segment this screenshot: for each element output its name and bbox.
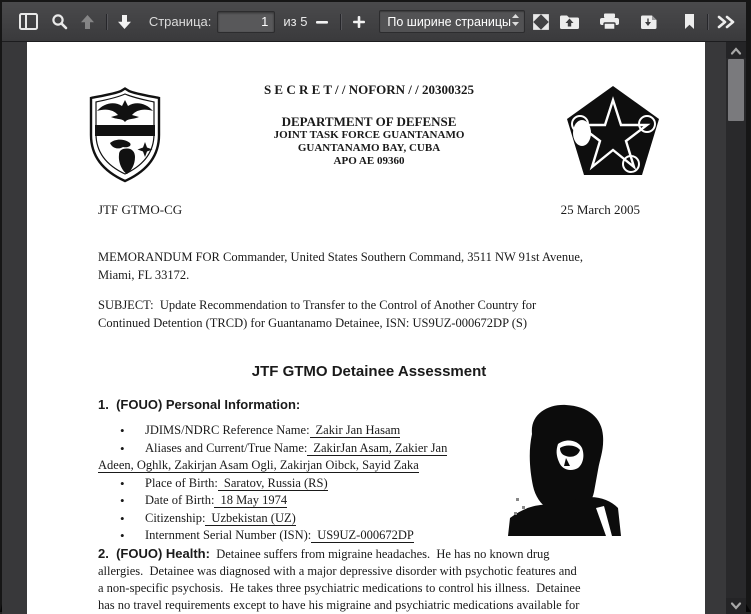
more-tools-button[interactable] bbox=[712, 8, 740, 36]
minus-icon bbox=[315, 15, 329, 29]
page-label: Страница: bbox=[148, 14, 212, 29]
personal-info-list bbox=[98, 422, 640, 545]
zoom-in-button[interactable] bbox=[345, 8, 373, 36]
arrow-down-icon bbox=[117, 14, 132, 30]
agency-header bbox=[98, 114, 640, 168]
zoom-select-value: По ширине страницы bbox=[387, 14, 511, 29]
bookmark-button[interactable] bbox=[675, 8, 703, 36]
section1-heading: 1. (FOUO) Personal Information: bbox=[98, 397, 301, 412]
toolbar-separator bbox=[340, 14, 341, 30]
zoom-out-button[interactable] bbox=[308, 8, 336, 36]
pdf-toolbar bbox=[2, 2, 746, 42]
page-count-label: из 5 bbox=[283, 14, 308, 29]
section2-heading: 2. (FOUO) Health: bbox=[98, 545, 210, 561]
page-number-input[interactable] bbox=[217, 11, 275, 33]
next-page-button[interactable] bbox=[111, 8, 139, 36]
previous-page-button[interactable] bbox=[74, 8, 102, 36]
office-symbol: JTF GTMO-CG bbox=[98, 202, 183, 217]
download-button[interactable] bbox=[635, 8, 663, 36]
list-item: • Aliases and Current/True Name: ZakirJan Asam, Zakier Jan bbox=[98, 440, 640, 458]
vertical-scrollbar[interactable] bbox=[726, 42, 746, 614]
agency-line: JOINT TASK FORCE GUANTANAMO bbox=[273, 129, 465, 141]
jtf-gtmo-seal bbox=[565, 84, 661, 182]
list-item-continuation: Adeen, Oghlk, Zakirjan Asam Ogli, Zakirjan Oibck, Sayid Zaka bbox=[98, 458, 419, 472]
download-icon bbox=[640, 13, 659, 30]
agency-line: DEPARTMENT OF DEFENSE bbox=[281, 114, 457, 129]
open-file-button[interactable] bbox=[555, 8, 583, 36]
sidebar-toggle-button[interactable] bbox=[14, 8, 42, 36]
plus-icon bbox=[352, 15, 366, 29]
toolbar-separator bbox=[707, 14, 708, 30]
double-chevron-icon bbox=[716, 15, 736, 29]
sidebar-toggle-icon bbox=[19, 13, 38, 30]
toolbar-separator bbox=[106, 14, 107, 30]
search-button[interactable] bbox=[45, 8, 73, 36]
agency-line: APO AE 09360 bbox=[333, 155, 405, 167]
pdf-page bbox=[27, 42, 705, 614]
print-button[interactable] bbox=[595, 8, 623, 36]
health-paragraph: 2. (FOUO) Health: Detainee suffers from migraine headaches. He has no known drug allergies. Detainee was diagnosed with a major depressive disorder with psychotic features and a non-specific psychosis. He takes three psychiatric medications to control his illness. Detainee has no travel requirements except to have his migraine and psychiatric medications available for bbox=[98, 545, 581, 612]
viewer-background bbox=[2, 42, 27, 614]
scrollbar-thumb[interactable] bbox=[728, 59, 744, 121]
search-icon bbox=[51, 13, 68, 30]
list-item: • Place of Birth: Saratov, Russia (RS) bbox=[98, 475, 640, 493]
southcom-seal bbox=[87, 87, 163, 187]
subject-paragraph: SUBJECT: Update Recommendation to Transfer to the Control of Another Country for Continued Detention (TRCD) for Guantanamo Detainee, ISN: US9UZ-000672DP (S) bbox=[98, 298, 537, 330]
office-date-row bbox=[98, 202, 640, 218]
agency-line: GUANTANAMO BAY, CUBA bbox=[297, 142, 441, 154]
classification-banner: S E C R E T / / NOFORN / / 20300325 bbox=[263, 82, 475, 97]
chevron-down-icon bbox=[730, 598, 742, 613]
scroll-down-button[interactable] bbox=[726, 598, 746, 614]
chevron-up-icon bbox=[730, 43, 742, 58]
viewer-background bbox=[705, 42, 726, 614]
bookmark-icon bbox=[683, 13, 696, 30]
list-item: • Internment Serial Number (ISN): US9UZ-000672DP bbox=[98, 527, 640, 545]
spinner-arrows-icon bbox=[511, 13, 520, 30]
folder-open-icon bbox=[559, 13, 580, 30]
arrow-up-icon bbox=[80, 14, 95, 30]
list-item: • Citizenship: Uzbekistan (UZ) bbox=[98, 510, 640, 528]
printer-icon bbox=[599, 13, 620, 30]
list-item: • Date of Birth: 18 May 1974 bbox=[98, 492, 640, 510]
document-date: 25 March 2005 bbox=[560, 202, 640, 217]
document-title: JTF GTMO Detainee Assessment bbox=[251, 363, 487, 380]
expand-arrows-icon bbox=[532, 13, 550, 31]
viewer-content bbox=[2, 42, 746, 614]
zoom-select[interactable] bbox=[379, 10, 525, 33]
list-item: • JDIMS/NDRC Reference Name: Zakir Jan Hasam bbox=[98, 422, 640, 440]
scroll-up-button[interactable] bbox=[726, 42, 746, 58]
presentation-mode-button[interactable] bbox=[527, 8, 555, 36]
memorandum-paragraph: MEMORANDUM FOR Commander, United States Southern Command, 3511 NW 91st Avenue, Miami, FL 33172. bbox=[98, 250, 584, 282]
